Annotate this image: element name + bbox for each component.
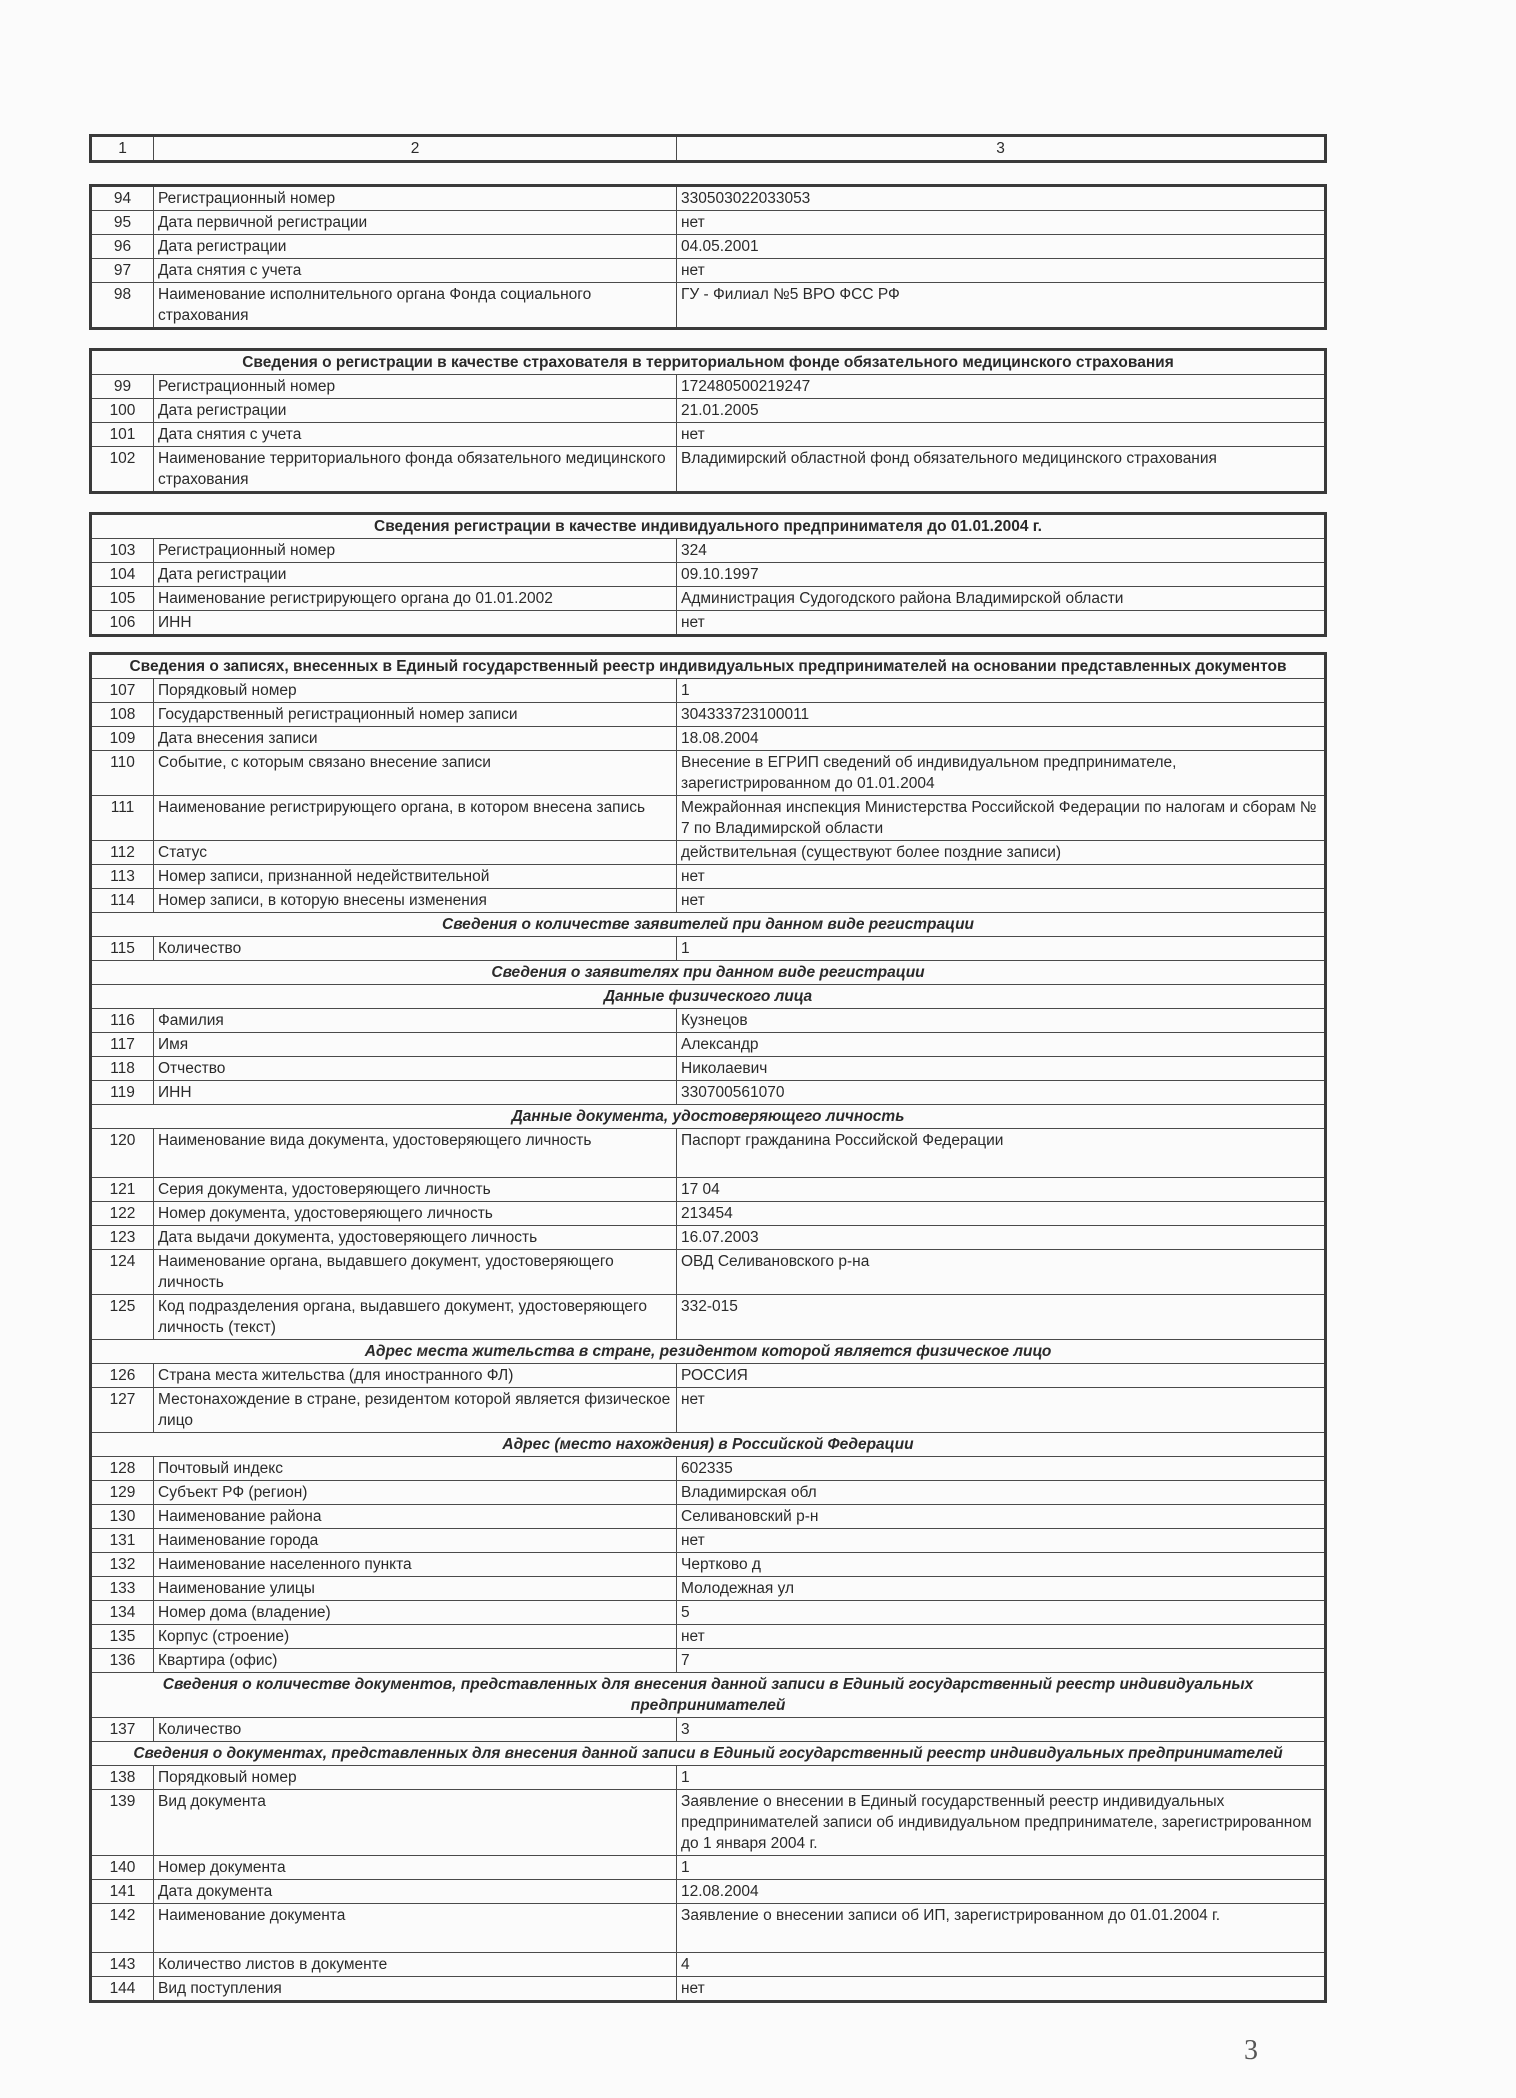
table-row bbox=[91, 375, 1326, 399]
row-value: Селивановский р-н bbox=[677, 1505, 1326, 1529]
row-value: 3 bbox=[677, 1718, 1326, 1742]
table-row bbox=[91, 1178, 1326, 1202]
row-value: Паспорт гражданина Российской Федерации bbox=[677, 1129, 1326, 1178]
table-row bbox=[91, 703, 1326, 727]
row-label: Дата регистрации bbox=[154, 235, 677, 259]
row-value: Внесение в ЕГРИП сведений об индивидуальном предпринимателе, зарегистрированном до 01.01.2004 bbox=[677, 751, 1326, 796]
row-number: 116 bbox=[91, 1009, 154, 1033]
table-row bbox=[91, 841, 1326, 865]
row-value: Владимирский областной фонд обязательного медицинского страхования bbox=[677, 447, 1326, 493]
row-number: 132 bbox=[91, 1553, 154, 1577]
row-label: Вид поступления bbox=[154, 1977, 677, 2002]
row-label: Местонахождение в стране, резидентом которой является физическое лицо bbox=[154, 1388, 677, 1433]
row-label: Событие, с которым связано внесение записи bbox=[154, 751, 677, 796]
row-label: Квартира (офис) bbox=[154, 1649, 677, 1673]
table-row bbox=[91, 539, 1326, 563]
row-value: 16.07.2003 bbox=[677, 1226, 1326, 1250]
table-row bbox=[91, 447, 1326, 493]
table-row bbox=[91, 865, 1326, 889]
table-row bbox=[91, 889, 1326, 913]
row-number: 140 bbox=[91, 1856, 154, 1880]
row-number: 115 bbox=[91, 937, 154, 961]
row-number: 112 bbox=[91, 841, 154, 865]
table-row bbox=[91, 679, 1326, 703]
row-value: 330503022033053 bbox=[677, 186, 1326, 211]
row-label: Наименование документа bbox=[154, 1904, 677, 1953]
row-number: 95 bbox=[91, 211, 154, 235]
row-number: 126 bbox=[91, 1364, 154, 1388]
row-value: 330700561070 bbox=[677, 1081, 1326, 1105]
row-number: 104 bbox=[91, 563, 154, 587]
row-value: нет bbox=[677, 611, 1326, 636]
egrip-records-title: Сведения о записях, внесенных в Единый государственный реестр индивидуальных предпринимателей на основании представленных документов bbox=[91, 654, 1326, 679]
row-value: действительная (существуют более поздние записи) bbox=[677, 841, 1326, 865]
table-row bbox=[91, 423, 1326, 447]
applicants-heading: Сведения о заявителях при данном виде регистрации bbox=[91, 961, 1326, 985]
row-label: Субъект РФ (регион) bbox=[154, 1481, 677, 1505]
documents-count-heading: Сведения о количестве документов, представленных для внесения данной записи в Единый государственный реестр индивидуальных предпринимателей bbox=[91, 1673, 1326, 1718]
table-row bbox=[91, 727, 1326, 751]
table-row bbox=[91, 1457, 1326, 1481]
row-value: 172480500219247 bbox=[677, 375, 1326, 399]
row-number: 127 bbox=[91, 1388, 154, 1433]
row-value: Администрация Судогодского района Владимирской области bbox=[677, 587, 1326, 611]
row-label: ИНН bbox=[154, 611, 677, 636]
row-label: Дата документа bbox=[154, 1880, 677, 1904]
row-label: Статус bbox=[154, 841, 677, 865]
column-header-row bbox=[91, 136, 1326, 162]
row-label: Серия документа, удостоверяющего личность bbox=[154, 1178, 677, 1202]
table-row bbox=[91, 211, 1326, 235]
row-value: Молодежная ул bbox=[677, 1577, 1326, 1601]
row-label: Корпус (строение) bbox=[154, 1625, 677, 1649]
row-number: 119 bbox=[91, 1081, 154, 1105]
row-number: 96 bbox=[91, 235, 154, 259]
row-number: 131 bbox=[91, 1529, 154, 1553]
row-label: Номер документа bbox=[154, 1856, 677, 1880]
row-number: 121 bbox=[91, 1178, 154, 1202]
row-number: 137 bbox=[91, 1718, 154, 1742]
row-label: Почтовый индекс bbox=[154, 1457, 677, 1481]
row-number: 98 bbox=[91, 283, 154, 329]
table-row bbox=[91, 1202, 1326, 1226]
row-number: 134 bbox=[91, 1601, 154, 1625]
table-row bbox=[91, 937, 1326, 961]
row-number: 141 bbox=[91, 1880, 154, 1904]
table-row bbox=[91, 1856, 1326, 1880]
row-value: Чертково д bbox=[677, 1553, 1326, 1577]
medical-insurance-title: Сведения о регистрации в качестве страхователя в территориальном фонде обязательного медицинского страхования bbox=[91, 350, 1326, 375]
table-row bbox=[91, 399, 1326, 423]
row-label: Количество bbox=[154, 1718, 677, 1742]
row-label: Государственный регистрационный номер записи bbox=[154, 703, 677, 727]
table-row bbox=[91, 1718, 1326, 1742]
table-row bbox=[91, 1904, 1326, 1953]
row-value: нет bbox=[677, 1625, 1326, 1649]
row-value: Николаевич bbox=[677, 1057, 1326, 1081]
row-value: нет bbox=[677, 423, 1326, 447]
ip-registration-table bbox=[89, 512, 1327, 637]
row-label: Количество листов в документе bbox=[154, 1953, 677, 1977]
table-row bbox=[91, 1953, 1326, 1977]
row-value: 17 04 bbox=[677, 1178, 1326, 1202]
row-value: 324 bbox=[677, 539, 1326, 563]
social-insurance-table bbox=[89, 184, 1327, 330]
row-number: 128 bbox=[91, 1457, 154, 1481]
row-label: Дата первичной регистрации bbox=[154, 211, 677, 235]
table-row bbox=[91, 259, 1326, 283]
row-value: РОССИЯ bbox=[677, 1364, 1326, 1388]
row-number: 94 bbox=[91, 186, 154, 211]
row-label: Номер записи, признанной недействительной bbox=[154, 865, 677, 889]
table-row bbox=[91, 1129, 1326, 1178]
row-number: 117 bbox=[91, 1033, 154, 1057]
table-row bbox=[91, 1295, 1326, 1340]
person-data-heading: Данные физического лица bbox=[91, 985, 1326, 1009]
row-value: Кузнецов bbox=[677, 1009, 1326, 1033]
row-label: Порядковый номер bbox=[154, 679, 677, 703]
row-value: 1 bbox=[677, 1856, 1326, 1880]
row-label: Наименование регистрирующего органа до 01.01.2002 bbox=[154, 587, 677, 611]
row-label: Наименование исполнительного органа Фонда социального страхования bbox=[154, 283, 677, 329]
row-number: 101 bbox=[91, 423, 154, 447]
row-number: 142 bbox=[91, 1904, 154, 1953]
table-row bbox=[91, 1226, 1326, 1250]
row-number: 130 bbox=[91, 1505, 154, 1529]
table-row bbox=[91, 186, 1326, 211]
row-value: Владимирская обл bbox=[677, 1481, 1326, 1505]
row-number: 100 bbox=[91, 399, 154, 423]
column-header-1: 1 bbox=[91, 136, 154, 162]
row-value: 304333723100011 bbox=[677, 703, 1326, 727]
table-row bbox=[91, 1529, 1326, 1553]
row-label: Дата регистрации bbox=[154, 563, 677, 587]
table-row bbox=[91, 1364, 1326, 1388]
table-row bbox=[91, 1250, 1326, 1295]
row-number: 111 bbox=[91, 796, 154, 841]
row-number: 144 bbox=[91, 1977, 154, 2002]
row-label: Фамилия bbox=[154, 1009, 677, 1033]
row-value: нет bbox=[677, 259, 1326, 283]
table-row bbox=[91, 1505, 1326, 1529]
applicants-count-heading: Сведения о количестве заявителей при данном виде регистрации bbox=[91, 913, 1326, 937]
address-heading: Адрес (место нахождения) в Российской Федерации bbox=[91, 1433, 1326, 1457]
row-number: 102 bbox=[91, 447, 154, 493]
row-number: 109 bbox=[91, 727, 154, 751]
row-value: 1 bbox=[677, 1766, 1326, 1790]
row-label: Отчество bbox=[154, 1057, 677, 1081]
row-value: 21.01.2005 bbox=[677, 399, 1326, 423]
egrip-records-table bbox=[89, 652, 1327, 2003]
row-value: 5 bbox=[677, 1601, 1326, 1625]
row-value: нет bbox=[677, 211, 1326, 235]
row-label: Дата регистрации bbox=[154, 399, 677, 423]
row-number: 122 bbox=[91, 1202, 154, 1226]
table-row bbox=[91, 1625, 1326, 1649]
row-label: ИНН bbox=[154, 1081, 677, 1105]
row-value: нет bbox=[677, 1529, 1326, 1553]
row-label: Код подразделения органа, выдавшего документ, удостоверяющего личность (текст) bbox=[154, 1295, 677, 1340]
row-label: Дата снятия с учета bbox=[154, 423, 677, 447]
table-row bbox=[91, 1033, 1326, 1057]
row-number: 129 bbox=[91, 1481, 154, 1505]
table-row bbox=[91, 796, 1326, 841]
row-label: Наименование населенного пункта bbox=[154, 1553, 677, 1577]
row-label: Порядковый номер bbox=[154, 1766, 677, 1790]
ip-registration-title: Сведения регистрации в качестве индивидуального предпринимателя до 01.01.2004 г. bbox=[91, 514, 1326, 539]
row-number: 139 bbox=[91, 1790, 154, 1856]
row-value: 4 bbox=[677, 1953, 1326, 1977]
row-label: Номер записи, в которую внесены изменения bbox=[154, 889, 677, 913]
row-number: 135 bbox=[91, 1625, 154, 1649]
row-number: 143 bbox=[91, 1953, 154, 1977]
row-label: Количество bbox=[154, 937, 677, 961]
table-row bbox=[91, 283, 1326, 329]
row-value: 12.08.2004 bbox=[677, 1880, 1326, 1904]
row-label: Номер документа, удостоверяющего личность bbox=[154, 1202, 677, 1226]
column-header-table bbox=[89, 134, 1327, 163]
row-label: Страна места жительства (для иностранного ФЛ) bbox=[154, 1364, 677, 1388]
id-document-heading: Данные документа, удостоверяющего личность bbox=[91, 1105, 1326, 1129]
row-label: Вид документа bbox=[154, 1790, 677, 1856]
row-number: 120 bbox=[91, 1129, 154, 1178]
table-row bbox=[91, 1649, 1326, 1673]
table-row bbox=[91, 1766, 1326, 1790]
row-value: 04.05.2001 bbox=[677, 235, 1326, 259]
row-number: 99 bbox=[91, 375, 154, 399]
table-row bbox=[91, 587, 1326, 611]
row-value: нет bbox=[677, 889, 1326, 913]
row-value: нет bbox=[677, 1388, 1326, 1433]
medical-insurance-table bbox=[89, 348, 1327, 494]
row-label: Наименование территориального фонда обязательного медицинского страхования bbox=[154, 447, 677, 493]
row-label: Имя bbox=[154, 1033, 677, 1057]
row-number: 107 bbox=[91, 679, 154, 703]
row-label: Наименование города bbox=[154, 1529, 677, 1553]
table-row bbox=[91, 751, 1326, 796]
table-row bbox=[91, 1977, 1326, 2002]
row-value: ОВД Селивановского р-на bbox=[677, 1250, 1326, 1295]
residence-heading: Адрес места жительства в стране, резидентом которой является физическое лицо bbox=[91, 1340, 1326, 1364]
row-number: 133 bbox=[91, 1577, 154, 1601]
table-row bbox=[91, 563, 1326, 587]
table-row bbox=[91, 1790, 1326, 1856]
column-header-2: 2 bbox=[154, 136, 677, 162]
row-value: Заявление о внесении записи об ИП, зарегистрированном до 01.01.2004 г. bbox=[677, 1904, 1326, 1953]
row-label: Дата внесения записи bbox=[154, 727, 677, 751]
table-row bbox=[91, 1601, 1326, 1625]
row-value: 1 bbox=[677, 937, 1326, 961]
row-value: 18.08.2004 bbox=[677, 727, 1326, 751]
row-value: нет bbox=[677, 1977, 1326, 2002]
row-number: 114 bbox=[91, 889, 154, 913]
row-number: 113 bbox=[91, 865, 154, 889]
row-number: 103 bbox=[91, 539, 154, 563]
table-row bbox=[91, 1553, 1326, 1577]
row-label: Регистрационный номер bbox=[154, 186, 677, 211]
row-value: ГУ - Филиал №5 ВРО ФСС РФ bbox=[677, 283, 1326, 329]
row-label: Наименование улицы bbox=[154, 1577, 677, 1601]
row-number: 138 bbox=[91, 1766, 154, 1790]
table-row bbox=[91, 611, 1326, 636]
table-row bbox=[91, 1388, 1326, 1433]
row-value: 213454 bbox=[677, 1202, 1326, 1226]
table-row bbox=[91, 1577, 1326, 1601]
row-number: 124 bbox=[91, 1250, 154, 1295]
row-label: Регистрационный номер bbox=[154, 375, 677, 399]
row-number: 106 bbox=[91, 611, 154, 636]
row-number: 97 bbox=[91, 259, 154, 283]
row-number: 125 bbox=[91, 1295, 154, 1340]
row-value: 1 bbox=[677, 679, 1326, 703]
row-label: Наименование органа, выдавшего документ, удостоверяющего личность bbox=[154, 1250, 677, 1295]
row-value: Межрайонная инспекция Министерства Российской Федерации по налогам и сборам № 7 по Владимирской области bbox=[677, 796, 1326, 841]
row-value: нет bbox=[677, 865, 1326, 889]
row-label: Наименование регистрирующего органа, в котором внесена запись bbox=[154, 796, 677, 841]
row-value: 09.10.1997 bbox=[677, 563, 1326, 587]
row-number: 118 bbox=[91, 1057, 154, 1081]
documents-heading: Сведения о документах, представленных для внесения данной записи в Единый государственный реестр индивидуальных предпринимателей bbox=[91, 1742, 1326, 1766]
page-number: 3 bbox=[1244, 2035, 1258, 2066]
table-row bbox=[91, 1009, 1326, 1033]
row-label: Дата снятия с учета bbox=[154, 259, 677, 283]
row-number: 136 bbox=[91, 1649, 154, 1673]
table-row bbox=[91, 1880, 1326, 1904]
row-value: 332-015 bbox=[677, 1295, 1326, 1340]
table-row bbox=[91, 1481, 1326, 1505]
row-number: 108 bbox=[91, 703, 154, 727]
column-header-3: 3 bbox=[677, 136, 1326, 162]
row-number: 123 bbox=[91, 1226, 154, 1250]
row-label: Наименование района bbox=[154, 1505, 677, 1529]
row-number: 105 bbox=[91, 587, 154, 611]
row-value: 602335 bbox=[677, 1457, 1326, 1481]
row-label: Регистрационный номер bbox=[154, 539, 677, 563]
row-label: Дата выдачи документа, удостоверяющего личность bbox=[154, 1226, 677, 1250]
row-number: 110 bbox=[91, 751, 154, 796]
row-value: 7 bbox=[677, 1649, 1326, 1673]
row-label: Наименование вида документа, удостоверяющего личность bbox=[154, 1129, 677, 1178]
row-label: Номер дома (владение) bbox=[154, 1601, 677, 1625]
row-value: Александр bbox=[677, 1033, 1326, 1057]
table-row bbox=[91, 1057, 1326, 1081]
row-value: Заявление о внесении в Единый государственный реестр индивидуальных предпринимателей записи об индивидуальном предпринимателе, зарегистрированном до 1 января 2004 г. bbox=[677, 1790, 1326, 1856]
table-row bbox=[91, 1081, 1326, 1105]
table-row bbox=[91, 235, 1326, 259]
